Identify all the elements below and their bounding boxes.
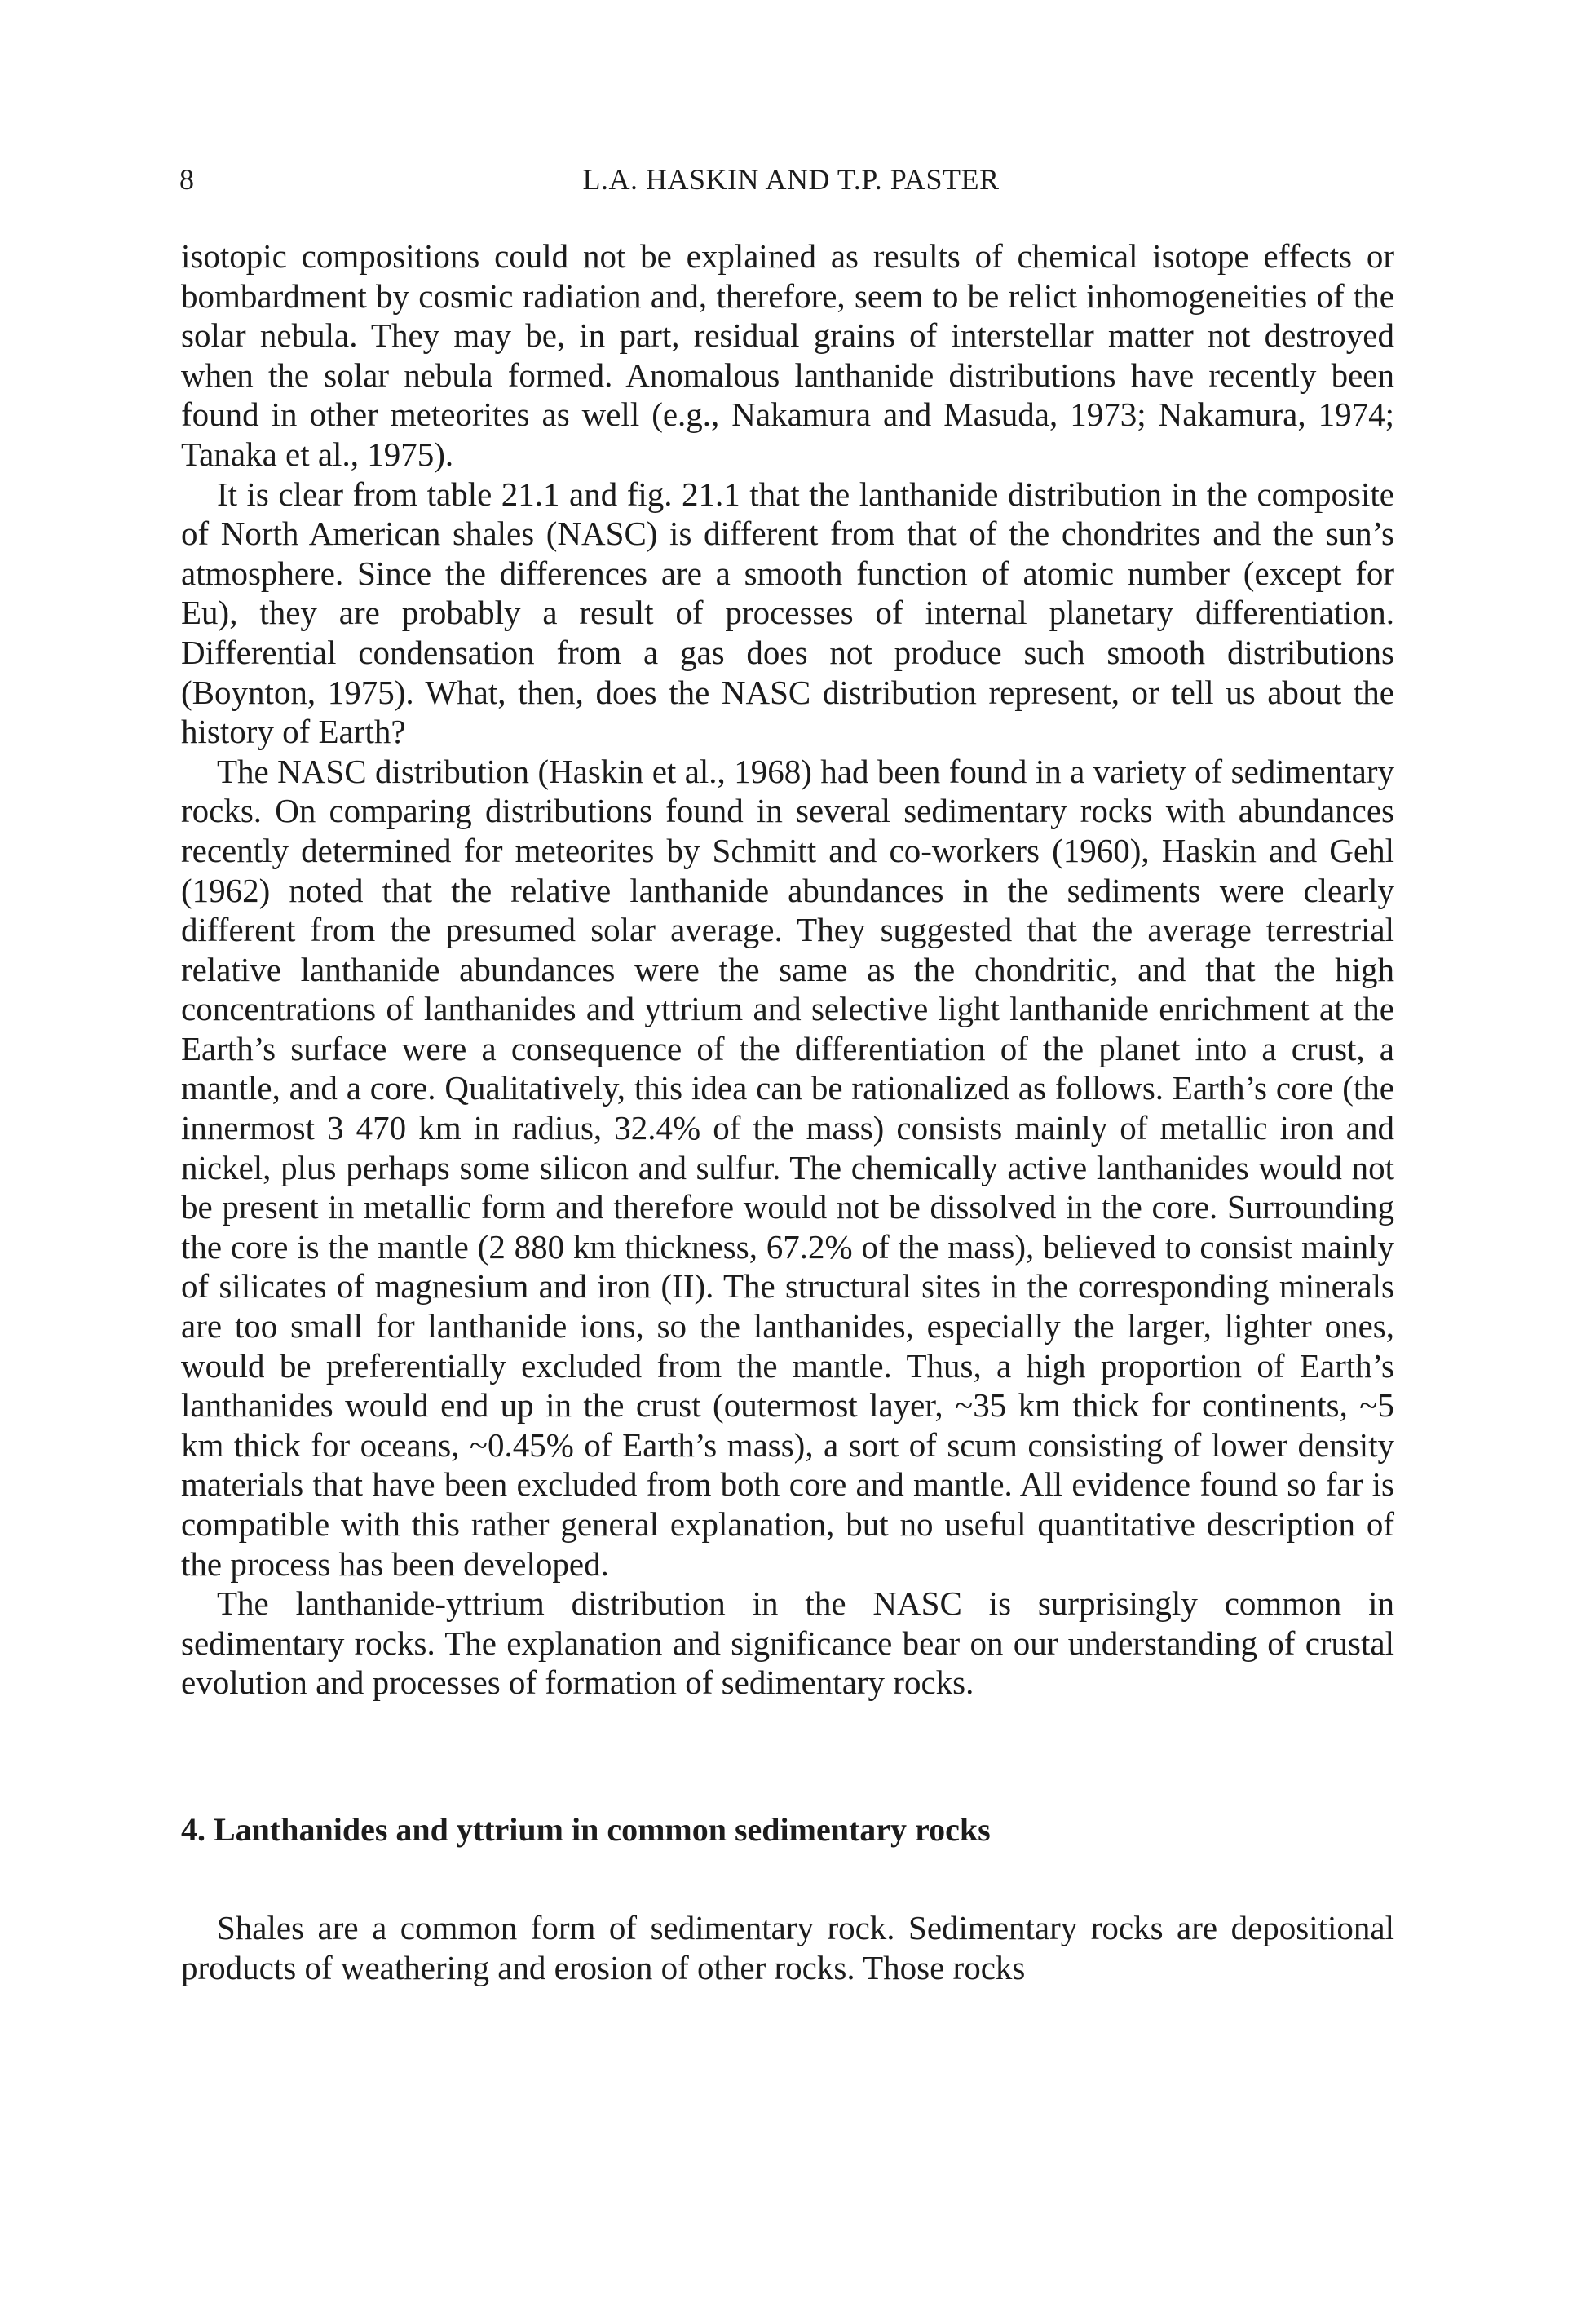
running-title: L.A. HASKIN AND T.P. PASTER xyxy=(582,163,1000,196)
paragraph-nasc-distribution: The NASC distribution (Haskin et al., 1968) had been found in a variety of sedimentary rocks. On comparing distributions found in several sedimentary rocks with abundances recently determined for meteorites by Schmitt and co-workers (1960), Haskin and Gehl (1962) noted that the relative lanthanide abundances in the sediments were clearly different from the presumed solar average. They suggested that the average terrestrial relative lanthanide abundances were the same as the chondritic, and that the high concentrations of lanthanides and yttrium and selective light lanthanide enrichment at the Earth’s surface were a consequence of the differentiation of the planet into a crust, a mantle, and a core. Qualitatively, this idea can be rationalized as follows. Earth’s core (the innermost 3 470 km in radius, 32.4% of the mass) consists mainly of metallic iron and nickel, plus perhaps some silicon and sulfur. The chemically active lanthanides would not be present in metallic form and therefore would not be dissolved in the core. Surrounding the core is the mantle (2 880 km thickness, 67.2% of the mass), believed to consist mainly of silicates of magnesium and iron (II). The structural sites in the corresponding minerals are too small for lanthanide ions, so the lanthanides, especially the larger, lighter ones, would be preferentially excluded from the mantle. Thus, a high proportion of Earth’s lanthanides would end up in the crust (outermost layer, ~35 km thick for continents, ~5 km thick for oceans, ~0.45% of Earth’s mass), a sort of scum consisting of lower density materials that have been excluded from both core and mantle. All evidence found so far is compatible with this rather general explanation, but no useful quantitative description of the process has been developed. xyxy=(181,752,1394,1583)
paragraph-lanthanide-yttrium: The lanthanide-yttrium distribution in the NASC is surprisingly common in sedimentary rocks. The explanation and significance bear on our understanding of crustal evolution and processes of formation of sedimentary rocks. xyxy=(181,1584,1394,1702)
body-text xyxy=(181,236,1394,1987)
paragraph-continuation: isotopic compositions could not be explained as results of chemical isotope effects or bombardment by cosmic radiation and, therefore, seem to be relict inhomogeneities of the solar nebula. They may be, in part, residual grains of interstellar matter not destroyed when the solar nebula formed. Anomalous lanthanide distributions have recently been found in other meteorites as well (e.g., Nakamura and Masuda, 1973; Nakamura, 1974; Tanaka et al., 1975). xyxy=(181,237,1394,473)
running-head xyxy=(179,161,1402,197)
section-heading: 4. Lanthanides and yttrium in common sedimentary rocks xyxy=(181,1810,991,1848)
page-number: 8 xyxy=(179,163,195,196)
paragraph-nasc-difference: It is clear from table 21.1 and fig. 21.1 that the lanthanide distribution in the composite of North American shales (NASC) is different from that of the chondrites and the sun’s atmosphere. Since the differences are a smooth function of atomic number (except for Eu), they are probably a result of processes of internal planetary differentiation. Differential condensation from a gas does not produce such smooth distributions (Boynton, 1975). What, then, does the NASC distribution represent, or tell us about the history of Earth? xyxy=(181,475,1394,751)
paragraph-shales: Shales are a common form of sedimentary rock. Sedimentary rocks are depositional products of weathering and erosion of other rocks. Those rocks xyxy=(181,1908,1394,1986)
